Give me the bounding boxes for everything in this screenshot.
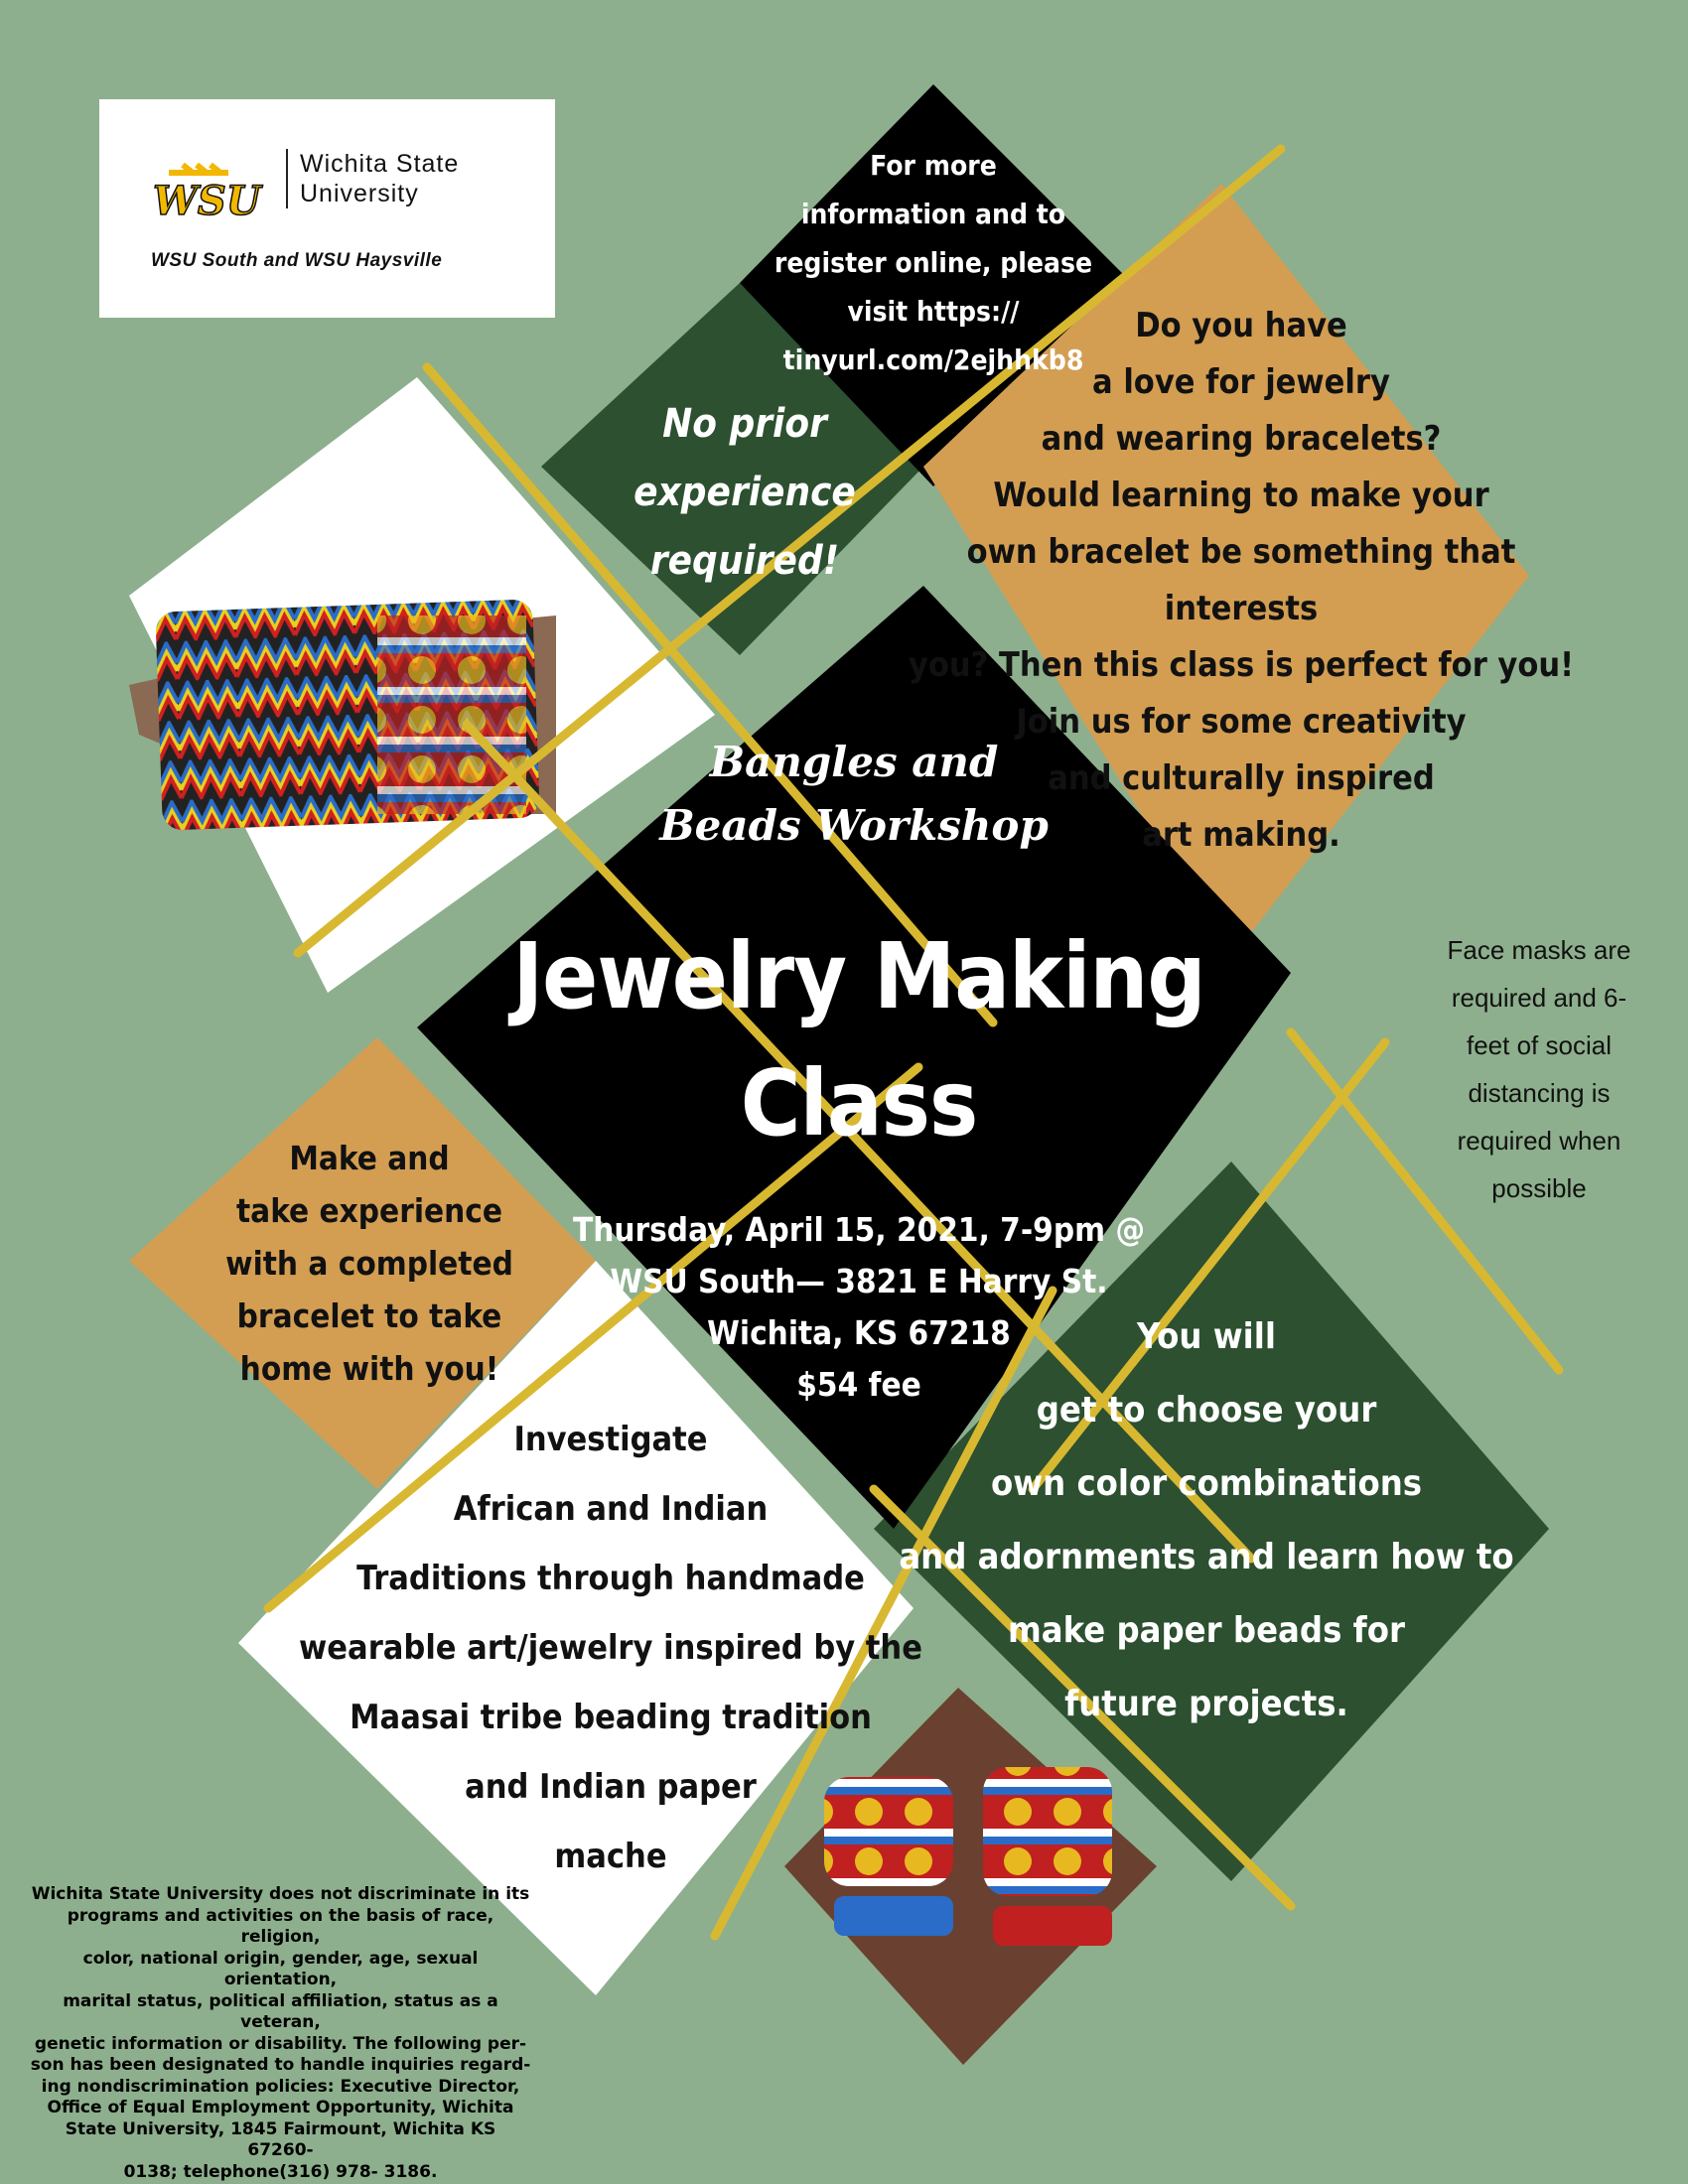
campus-subtitle: WSU South and WSU Haysville (151, 250, 443, 271)
wsu-wheat-logo-icon (149, 155, 278, 224)
university-name: Wichita State University (286, 149, 558, 208)
page-title: Jewelry Making Class (512, 923, 1205, 1157)
event-details: Thursday, April 15, 2021, 7-9pm @ WSU South— 3821 E Harry St. Wichita, KS 67218 $54 fee (572, 1210, 1146, 1404)
workshop-title: Bangles and Beads Workshop (659, 738, 1049, 850)
no-prior-experience-text: No prior experience required! (633, 401, 856, 584)
register-info-text: For more information and to register online, please visit https:// tinyurl.com/2ejhhkb8 (774, 149, 1093, 376)
svg-text:WSU: WSU (153, 178, 261, 224)
you-will-text: You will get to choose your own color combinations and adornments and learn how to make paper beads for future projects. (899, 1316, 1514, 1724)
face-mask-notice: Face masks are required and 6- feet of social distancing is required when possible (1447, 935, 1631, 1203)
investigate-text: Investigate African and Indian Traditions through handmade wearable art/jewelry inspired by the Maasai tribe beading tradition and Indian paper mache (299, 1420, 922, 1876)
wsu-logo-card (99, 99, 555, 318)
jewelry-love-text: Do you have a love for jewelry and wearing bracelets? Would learning to make your own bracelet be something that interests you? Then this class is perfect for you! Join us for some creativity and culturally inspired art making. (908, 306, 1575, 855)
nondiscrimination-notice: Wichita State University does not discriminate in its programs and activities on the basis of race, religion, color, national origin, gender, age, sexual orientation, marital status, political affiliation, status as a veteran, genetic information or disability. The following per- son has been designated to handle inquiries regard- ing nondiscrimination policies: Executive Director, Office of Equal Employment Opportunity, Wichita State University, 1845 Fairmount, Wichita KS 67260- 0138; telephone(316) 978- 3186. (30, 1884, 531, 2182)
make-take-text: Make and take experience with a completed bracelet to take home with you! (225, 1139, 513, 1388)
